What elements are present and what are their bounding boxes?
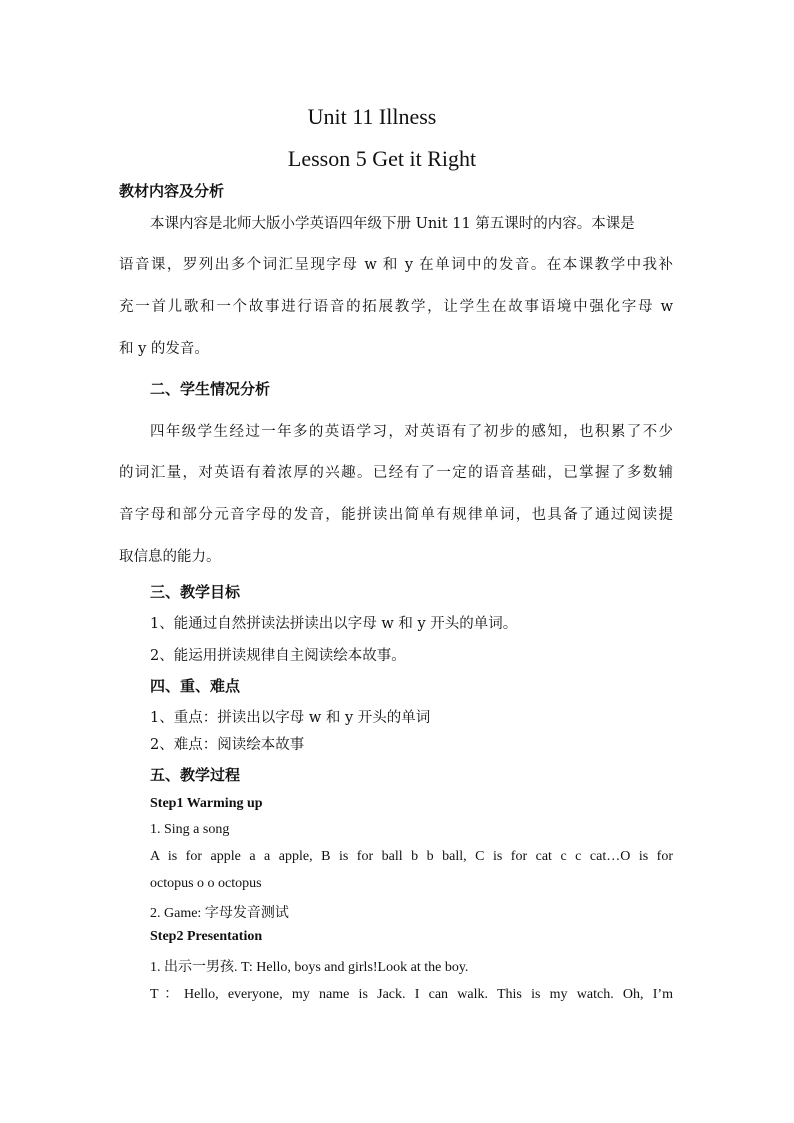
step2-heading: Step2 Presentation	[150, 929, 263, 944]
s2-line-4: 取信息的能力。	[119, 549, 221, 565]
section-3-heading: 三、教学目标	[150, 583, 241, 601]
s4-item-2: 2、难点：阅读绘本故事	[150, 737, 305, 753]
s2-line-1: 四年级学生经过一年多的英语学习，对英语有了初步的感知，也积累了不少	[150, 424, 673, 440]
section-1-heading: 教材内容及分析	[119, 182, 225, 200]
step1-line-1: 1. Sing a song	[150, 822, 230, 837]
s1-line-2: 语音课，罗列出多个词汇呈现字母 w 和 y 在单词中的发音。在本课教学中我补	[119, 257, 673, 273]
section-5-heading: 五、教学过程	[150, 766, 241, 784]
s3-item-1: 1、能通过自然拼读法拼读出以字母 w 和 y 开头的单词。	[150, 616, 518, 632]
step2-line-1: 1. 出示一男孩. T: Hello, boys and girls!Look at the boy.	[150, 960, 469, 975]
s3-item-2: 2、能运用拼读规律自主阅读绘本故事。	[150, 648, 406, 664]
s2-line-3: 音字母和部分元音字母的发音，能拼读出简单有规律单词，也具备了通过阅读提	[119, 507, 673, 523]
s1-line-3: 充一首儿歌和一个故事进行语音的拓展教学，让学生在故事语境中强化字母 w	[119, 299, 673, 315]
step2-line-2: T：Hello, everyone, my name is Jack. I can walk. This is my watch. Oh, I’m	[150, 987, 673, 1002]
step1-line-2: A is for apple a a apple, B is for ball b b ball, C is for cat c c cat…O is for	[150, 849, 673, 864]
s4-item-1: 1、重点：拼读出以字母 w 和 y 开头的单词	[150, 710, 431, 726]
section-4-heading: 四、重、难点	[150, 677, 241, 695]
document-subtitle: Lesson 5 Get it Right	[287, 146, 477, 171]
s1-line-1: 本课内容是北师大版小学英语四年级下册 Unit 11 第五课时的内容。本课是	[150, 216, 635, 232]
s1-line-4: 和 y 的发音。	[119, 341, 209, 357]
s2-line-2: 的词汇量，对英语有着浓厚的兴趣。已经有了一定的语音基础，已掌握了多数辅	[119, 465, 673, 481]
section-2-heading: 二、学生情况分析	[150, 380, 271, 398]
document-title: Unit 11 Illness	[307, 104, 437, 129]
step1-line-3: octopus o o octopus	[150, 876, 262, 891]
step1-line-4: 2. Game: 字母发音测试	[150, 906, 289, 921]
step1-heading: Step1 Warming up	[150, 796, 263, 811]
